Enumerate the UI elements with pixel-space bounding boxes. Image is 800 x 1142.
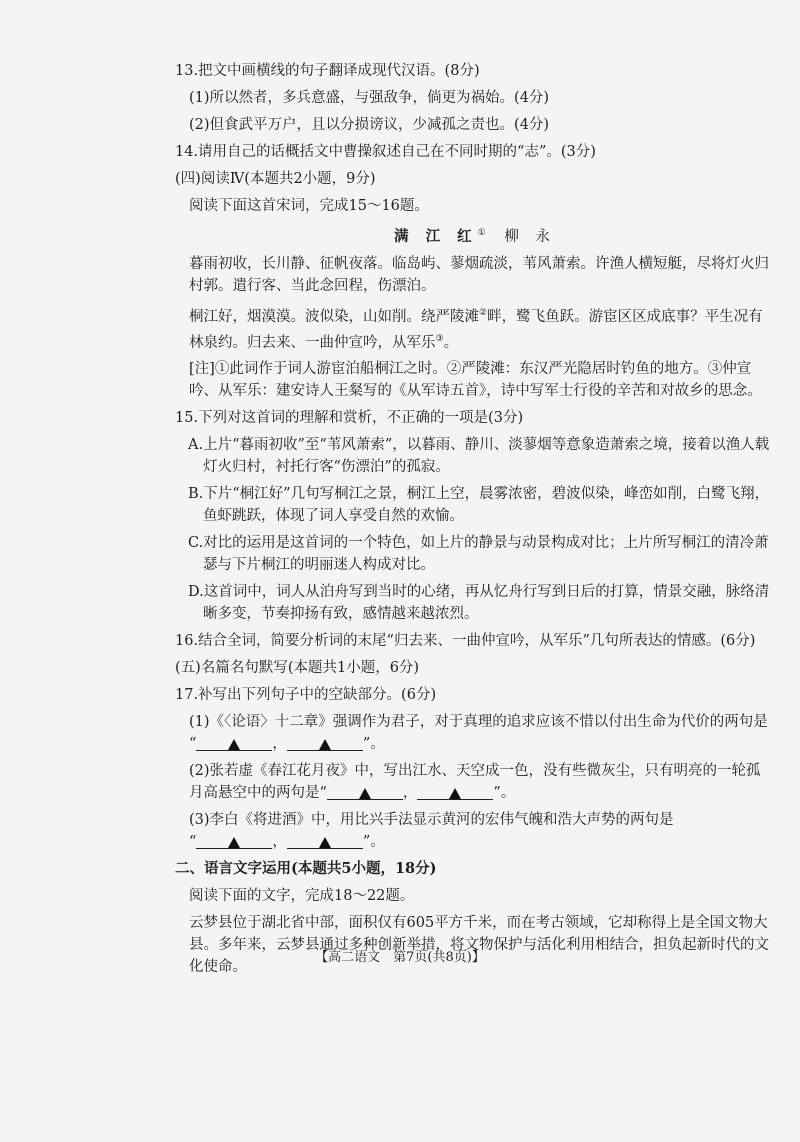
comma: ，	[272, 834, 287, 851]
triangle-icon	[228, 837, 240, 848]
poem-stanza-1: 暮雨初收，长川静、征帆夜落。临岛屿、蓼烟疏淡，苇风萧索。许渔人横短艇，尽将灯火归村郭。遣行客、当此念回程，伤漂泊。	[189, 255, 769, 294]
section4-heading: (四)阅读Ⅳ(本题共2小题，9分)	[175, 171, 376, 187]
section2-passage: 云梦县位于湖北省中部，面积仅有605平方千米，而在考古领域，它却称得上是全国文物大县。多年来，云梦县通过多种创新举措，将文物保护与活化利用相结合，担负起新时代的文化使命。	[189, 915, 769, 976]
triangle-icon	[228, 739, 240, 750]
poem-title-note: ①	[477, 228, 486, 238]
triangle-icon	[359, 788, 371, 799]
poem-note-2: ②	[479, 307, 488, 318]
poem-stanza-2-b: 畔，鹭飞鱼跃。游宦区区成底事？平生况有林泉约。归去来、一曲仲宣吟，从军乐	[189, 308, 763, 351]
comma: ，	[272, 736, 287, 753]
triangle-icon	[449, 788, 461, 799]
comma: ，	[402, 785, 418, 802]
close-quote: ”。	[362, 736, 385, 753]
q15-option-c: C.对比的运用是这首词的一个特色，如上片的静景与动景构成对比；上片所写桐江的清冷萧瑟与下片桐江的明丽迷人构成对比。	[188, 535, 769, 574]
q15-stem: 15.下列对这首词的理解和赏析，不正确的一项是(3分)	[175, 410, 524, 427]
q15-option-d: D.这首词中，词人从泊舟写到当时的心绪，再从忆舟行写到日后的打算，情景交融，脉络清晰多变，节奏抑扬有致，感情越来越浓烈。	[188, 584, 770, 623]
poem-stanza-2	[175, 302, 775, 354]
open-quote: “	[319, 785, 327, 802]
answer-blank[interactable]	[417, 782, 493, 800]
q14-stem: 14.请用自己的话概括文中曹操叙述自己在不同时期的“志”。(3分)	[175, 144, 596, 160]
poem-annotation: [注]①此词作于词人游宦泊船桐江之时。②严陵滩：东汉严光隐居时钓鱼的地方。③仲宣吟、从军乐：建安诗人王粲写的《从军诗五首》，诗中写军士行役的辛苦和对故乡的思念。	[189, 361, 762, 400]
q17-item-1-text: (1)《〈论语〉十二章》强调作为君子，对于真理的追求应该不惜以付出生命为代价的两句是	[189, 714, 768, 731]
q17-stem: 17.补写出下列句子中的空缺部分。(6分)	[175, 687, 437, 704]
page-content	[175, 60, 775, 983]
q15-option-a: A.上片“暮雨初收”至“苇风萧索”，以暮雨、静川、淡蓼烟等意象造萧索之境，接着以渔人载灯火归村，衬托行客“伤漂泊”的孤寂。	[188, 437, 770, 476]
poem-author: 柳 永	[504, 228, 556, 245]
answer-blank[interactable]	[287, 733, 363, 751]
open-quote: “	[189, 736, 197, 753]
section4-intro: 阅读下面这首宋词，完成15～16题。	[189, 198, 429, 214]
q17-item-2-text: (2)张若虚《春江花月夜》中，写出江水、天空成一色，没有些微灰尘，只有明亮的一轮孤月高悬空中的两句是	[189, 763, 761, 802]
q17-item-2	[175, 760, 775, 804]
q15-option-b: B.下片“桐江好”几句写桐江之景，桐江上空，晨雾浓密，碧波似染，峰峦如削，白鹭飞翔，鱼虾跳跃，体现了词人享受自然的欢愉。	[188, 486, 770, 525]
poem-stanza-2-c: 。	[443, 334, 459, 351]
answer-blank[interactable]	[287, 831, 363, 849]
q17-item-3	[175, 809, 775, 853]
page-footer: 【高二语文 第7页(共8页)】	[315, 950, 485, 965]
q16-stem: 16.结合全词，简要分析词的末尾“归去来、一曲仲宣吟，从军乐”几句所表达的情感。(6分)	[175, 633, 756, 650]
q13-sentence-1: (1)所以然者，多兵意盛，与强敌争，倘更为祸始。(4分)	[189, 90, 550, 106]
answer-blank[interactable]	[196, 831, 272, 849]
poem-title-line	[175, 222, 775, 248]
poem-title: 满 江 红	[394, 227, 478, 245]
q13-sentence-2: (2)但食武平万户，且以分损谤议，少减孤之责也。(4分)	[189, 117, 550, 133]
open-quote: “	[189, 834, 197, 851]
answer-blank[interactable]	[196, 733, 272, 751]
triangle-icon	[319, 837, 331, 848]
q17-item-3-text: (3)李白《将进酒》中，用比兴手法显示黄河的宏伟气魄和浩大声势的两句是	[189, 812, 674, 829]
answer-blank[interactable]	[327, 782, 403, 800]
q13-stem: 13.把文中画横线的句子翻译成现代汉语。(8分)	[175, 63, 480, 79]
section5-heading: (五)名篇名句默写(本题共1小题，6分)	[175, 660, 420, 677]
q17-item-1	[175, 711, 775, 755]
close-quote: ”。	[493, 785, 516, 802]
section2-heading: 二、语言文字运用(本题共5小题，18分)	[175, 860, 437, 878]
poem-stanza-2-a: 桐江好，烟漠漠。波似染，山如削。绕严陵滩	[189, 308, 479, 325]
triangle-icon	[319, 739, 331, 750]
close-quote: ”。	[362, 834, 385, 851]
poem-note-3: ③	[435, 333, 444, 344]
section2-intro: 阅读下面的文字，完成18～22题。	[189, 888, 415, 905]
